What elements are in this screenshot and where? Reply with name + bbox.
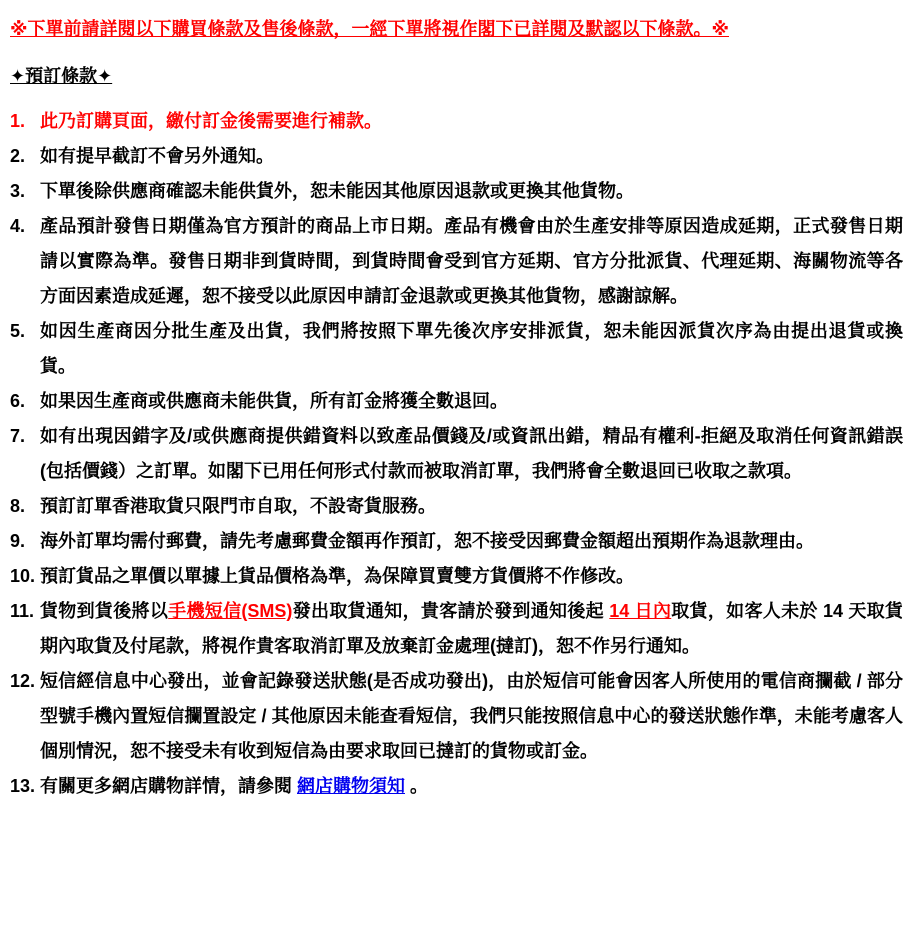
term-text	[40, 209, 903, 314]
purchase-notice-header: ※下單前請詳閱以下購買條款及售後條款，一經下單將視作閣下已詳閱及默認以下條款。※	[10, 19, 729, 39]
term-text-segment: 此乃訂購頁面，繳付訂金後需要進行補款。	[40, 111, 382, 131]
term-item	[10, 384, 903, 419]
term-number: 1.	[10, 111, 26, 131]
term-number: 3.	[10, 181, 26, 201]
term-text-segment: 海外訂單均需付郵費，請先考慮郵費金額再作預訂，恕不接受因郵費金額超出預期作為退款理由。	[40, 531, 814, 551]
term-text	[40, 594, 903, 664]
term-text-segment: 如有出現因錯字及/或供應商提供錯資料以致產品價錢及/或資訊出錯，精品有權利-拒絕及取消任何資訊錯誤(包括價錢）之訂單。如閣下已用任何形式付款而被取消訂單，我們將會全數退回已收取之款項。	[40, 426, 903, 481]
term-item	[10, 104, 903, 139]
term-text	[40, 664, 903, 769]
shop-guide-link[interactable]: 網店購物須知	[297, 776, 405, 796]
term-item	[10, 314, 903, 384]
term-text-segment: 下單後除供應商確認未能供貨外，恕未能因其他原因退款或更換其他貨物。	[40, 181, 634, 201]
term-text-segment: 預訂訂單香港取貨只限門市自取，不設寄貨服務。	[40, 496, 436, 516]
term-number: 2.	[10, 146, 26, 166]
term-item	[10, 174, 903, 209]
pickup-deadline-emphasis: 14 日內	[609, 601, 672, 621]
term-text-segment: 預訂貨品之單價以單據上貨品價格為準，為保障買賣雙方貨價將不作修改。	[40, 566, 634, 586]
term-item	[10, 489, 903, 524]
term-number: 8.	[10, 496, 26, 516]
term-item	[10, 419, 903, 489]
term-text	[40, 769, 903, 804]
term-text-segment: 發出取貨通知，貴客請於發到通知後起	[292, 601, 610, 621]
term-item	[10, 209, 903, 314]
term-text	[40, 104, 903, 139]
term-text-segment: 如果因生產商或供應商未能供貨，所有訂金將獲全數退回。	[40, 391, 508, 411]
term-text	[40, 419, 903, 489]
term-number: 12.	[10, 671, 36, 691]
term-number: 9.	[10, 531, 26, 551]
sms-notice-emphasis: 手機短信(SMS)	[168, 601, 293, 621]
term-item	[10, 559, 903, 594]
term-item	[10, 139, 903, 174]
term-text	[40, 139, 903, 174]
term-text-segment: 。	[405, 776, 429, 796]
term-item	[10, 524, 903, 559]
term-text	[40, 559, 903, 594]
term-text-segment: 如因生產商因分批生產及出貨，我們將按照下單先後次序安排派貨，恕未能因派貨次序為由提出退貨或換貨。	[40, 321, 903, 376]
term-number: 6.	[10, 391, 26, 411]
term-text-segment: 貨物到貨後將以	[40, 601, 169, 621]
term-text	[40, 384, 903, 419]
term-item	[10, 594, 903, 664]
term-text	[40, 489, 903, 524]
term-number: 4.	[10, 216, 26, 236]
term-number: 7.	[10, 426, 26, 446]
term-item	[10, 769, 903, 804]
term-text-segment: 產品預計發售日期僅為官方預計的商品上市日期。產品有機會由於生產安排等原因造成延期，正式發售日期請以實際為準。發售日期非到貨時間，到貨時間會受到官方延期、官方分批派貨、代理延期、海關物流等各方面因素造成延遲，恕不接受以此原因申請訂金退款或更換其他貨物，感謝諒解。	[40, 216, 903, 306]
term-text	[40, 524, 903, 559]
term-text-segment: 短信經信息中心發出，並會記錄發送狀態(是否成功發出)，由於短信可能會因客人所使用的電信商攔截 / 部分型號手機內置短信攔置設定 / 其他原因未能查看短信，我們只能按照信息中心的發送狀態作準，未能考慮客人個別情況，恕不接受未有收到短信為由要求取回已撻訂的貨物或訂金。	[40, 671, 903, 761]
term-text-segment: 如有提早截訂不會另外通知。	[40, 146, 274, 166]
term-number: 11.	[10, 601, 35, 621]
term-number: 13.	[10, 776, 36, 796]
term-number: 5.	[10, 321, 26, 341]
term-number: 10.	[10, 566, 36, 586]
term-text-segment: 取貨，如客人未於 14 天取貨期內取貨及付尾款，將視作貴客取消訂單及放棄訂金處理(撻訂)，恕不作另行通知。	[40, 601, 903, 656]
term-item	[10, 664, 903, 769]
terms-list	[10, 104, 903, 804]
term-text	[40, 314, 903, 384]
term-text-segment: 有關更多網店購物詳情，請參閱	[40, 776, 297, 796]
term-text	[40, 174, 903, 209]
section-title-preorder-terms: ✦預訂條款✦	[10, 66, 113, 86]
